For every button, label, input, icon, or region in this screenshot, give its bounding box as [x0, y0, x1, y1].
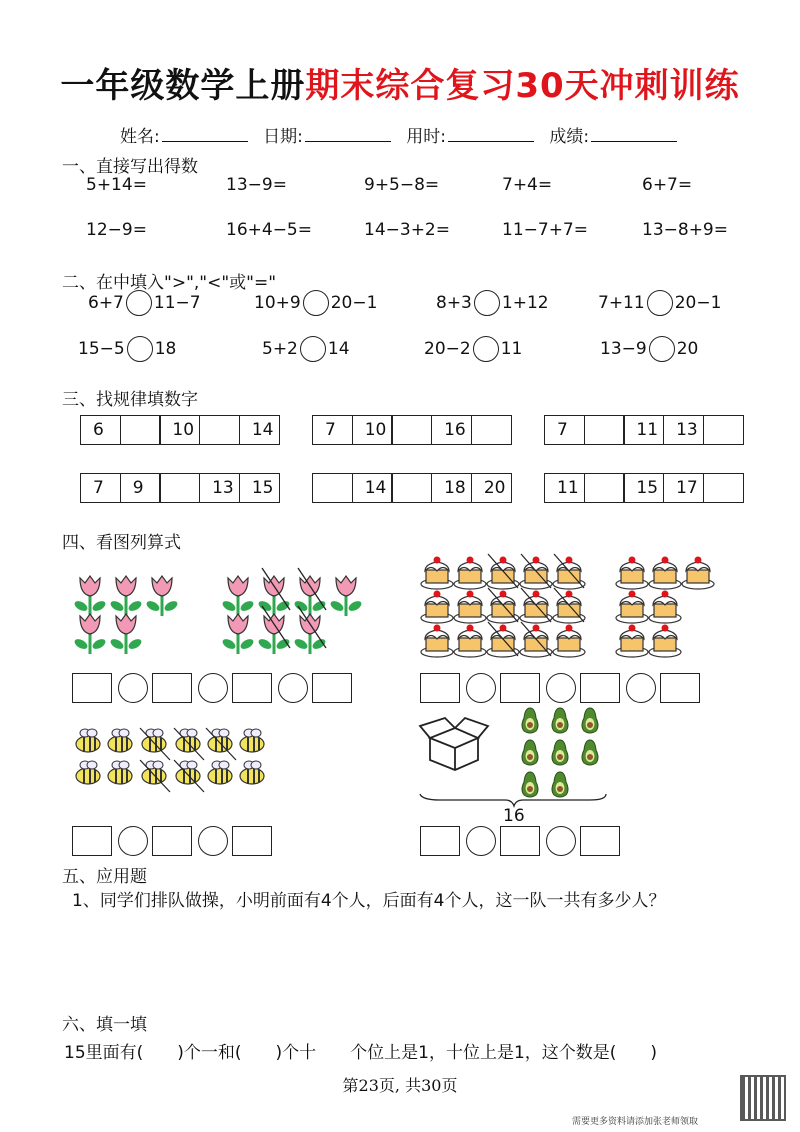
compare-item [436, 290, 549, 316]
answer-box[interactable] [312, 673, 352, 703]
answer-box[interactable] [660, 673, 700, 703]
operator-circle[interactable] [626, 673, 656, 703]
section2-heading: 二、在中填入">","<"或"=" [62, 273, 277, 293]
info-line [120, 122, 687, 147]
flower-icon [145, 576, 179, 616]
pattern-row [544, 415, 744, 445]
compare-right: 20−1 [674, 293, 722, 313]
total-label: 16 [503, 806, 525, 826]
pattern-cell: 15 [239, 473, 280, 503]
answer-box[interactable] [72, 673, 112, 703]
answer-box[interactable] [580, 673, 620, 703]
calc-item: 12−9= [86, 220, 147, 240]
time-label: 用时: [406, 127, 447, 147]
score-label: 成绩: [549, 127, 590, 147]
compare-left: 20−2 [424, 339, 471, 359]
operator-circle[interactable] [466, 673, 496, 703]
calc-item: 13−9= [226, 175, 287, 195]
compare-item [424, 336, 522, 362]
pattern-cell[interactable] [584, 473, 625, 503]
calc-item: 9+5−8= [364, 175, 440, 195]
flower-icon [257, 576, 291, 616]
compare-left: 15−5 [78, 339, 125, 359]
compare-circle[interactable] [303, 290, 329, 316]
calc-item: 13−8+9= [642, 220, 728, 240]
pattern-cell: 10 [352, 415, 393, 445]
cake-group-a [421, 554, 585, 657]
section3-heading: 三、找规律填数字 [62, 390, 198, 410]
pattern-cell[interactable] [391, 473, 432, 503]
compare-left: 6+7 [88, 293, 124, 313]
operator-circle[interactable] [546, 826, 576, 856]
pattern-row [544, 473, 744, 503]
compare-circle[interactable] [647, 290, 673, 316]
flower-icon [293, 614, 327, 654]
qr-code [740, 1075, 786, 1121]
date-blank[interactable] [305, 128, 391, 142]
pattern-cell[interactable] [703, 415, 744, 445]
pattern-cell[interactable] [584, 415, 625, 445]
compare-circle[interactable] [127, 336, 153, 362]
brace [420, 794, 606, 806]
section1-heading: 一、直接写出得数 [62, 157, 198, 177]
pattern-cell[interactable] [159, 473, 200, 503]
pattern-cell: 6 [80, 415, 121, 445]
compare-item [598, 290, 721, 316]
pattern-row [80, 473, 280, 503]
operator-circle[interactable] [118, 673, 148, 703]
answer-row [72, 826, 274, 856]
answer-row [420, 826, 622, 856]
pattern-cell: 14 [239, 415, 280, 445]
operator-circle[interactable] [278, 673, 308, 703]
pattern-cell: 18 [431, 473, 472, 503]
operator-circle[interactable] [466, 826, 496, 856]
compare-item [262, 336, 350, 362]
pattern-cell[interactable] [703, 473, 744, 503]
answer-row [72, 673, 354, 703]
compare-right: 14 [327, 339, 350, 359]
compare-right: 20 [676, 339, 699, 359]
flower-icon [221, 614, 255, 654]
cake-group-b [616, 557, 714, 658]
date-label: 日期: [263, 127, 303, 147]
pattern-cell: 7 [544, 415, 585, 445]
pattern-cell[interactable] [312, 473, 353, 503]
pattern-cell[interactable] [120, 415, 161, 445]
picture-problems [0, 548, 800, 866]
compare-item [88, 290, 201, 316]
pattern-cell[interactable] [471, 415, 512, 445]
answer-box[interactable] [420, 826, 460, 856]
calc-item: 11−7+7= [502, 220, 588, 240]
page-title [0, 58, 800, 107]
pattern-row [312, 473, 512, 503]
answer-box[interactable] [500, 826, 540, 856]
pattern-cell: 9 [120, 473, 161, 503]
operator-circle[interactable] [198, 673, 228, 703]
answer-box[interactable] [232, 826, 272, 856]
calc-item: 5+14= [86, 175, 147, 195]
pattern-cell: 14 [352, 473, 393, 503]
section5-heading: 五、应用题 [62, 867, 147, 887]
compare-circle[interactable] [649, 336, 675, 362]
answer-box[interactable] [500, 673, 540, 703]
answer-row [420, 673, 702, 703]
name-blank[interactable] [162, 128, 248, 142]
compare-left: 7+11 [598, 293, 645, 313]
flower-icon [109, 614, 143, 654]
compare-circle[interactable] [473, 336, 499, 362]
title-black: 一年级数学上册 [60, 66, 306, 106]
title-red: 期末综合复习30天冲刺训练 [305, 66, 740, 106]
page-number: 第23页, 共30页 [342, 1076, 458, 1095]
compare-right: 11−7 [153, 293, 201, 313]
compare-left: 5+2 [262, 339, 298, 359]
flower-icon [293, 576, 327, 616]
answer-box[interactable] [152, 826, 192, 856]
compare-circle[interactable] [126, 290, 152, 316]
compare-left: 13−9 [600, 339, 647, 359]
fill-in-1: 15里面有( )个一和( )个十 个位上是1，十位上是1，这个数是( ) [64, 1043, 658, 1063]
pattern-cell: 16 [431, 415, 472, 445]
operator-circle[interactable] [546, 673, 576, 703]
pattern-row [312, 415, 512, 445]
flower-icon [73, 576, 107, 616]
calc-item: 7+4= [502, 175, 553, 195]
compare-item [78, 336, 176, 362]
flower-icon [329, 576, 363, 616]
pattern-row [80, 415, 280, 445]
pattern-cell: 11 [623, 415, 664, 445]
compare-left: 10+9 [254, 293, 301, 313]
compare-item [600, 336, 698, 362]
compare-right: 18 [154, 339, 177, 359]
answer-box[interactable] [232, 673, 272, 703]
pattern-cell: 17 [663, 473, 704, 503]
pattern-cell[interactable] [199, 415, 240, 445]
section4-heading: 四、看图列算式 [62, 533, 181, 553]
compare-circle[interactable] [474, 290, 500, 316]
compare-circle[interactable] [300, 336, 326, 362]
box-icon [420, 718, 488, 770]
pattern-cell: 11 [544, 473, 585, 503]
avocado-group [522, 708, 598, 797]
score-blank[interactable] [591, 128, 677, 142]
operator-circle[interactable] [118, 826, 148, 856]
compare-right: 11 [500, 339, 523, 359]
compare-right: 1+12 [501, 293, 549, 313]
flower-icon [109, 576, 143, 616]
answer-box[interactable] [152, 673, 192, 703]
calc-item: 6+7= [642, 175, 693, 195]
qr-note: 需要更多资料请添加张老师领取 [572, 1117, 699, 1127]
pattern-cell: 13 [199, 473, 240, 503]
bee-group [76, 728, 264, 792]
name-label: 姓名: [120, 127, 160, 147]
pattern-cell: 20 [471, 473, 512, 503]
answer-box[interactable] [580, 826, 620, 856]
pattern-cell: 7 [312, 415, 353, 445]
time-blank[interactable] [448, 128, 534, 142]
answer-box[interactable] [72, 826, 112, 856]
pattern-cell: 13 [663, 415, 704, 445]
pattern-cell: 15 [623, 473, 664, 503]
operator-circle[interactable] [198, 826, 228, 856]
calc-item: 16+4−5= [226, 220, 312, 240]
compare-left: 8+3 [436, 293, 472, 313]
flower-icon [257, 614, 291, 654]
compare-right: 20−1 [330, 293, 378, 313]
pattern-cell[interactable] [391, 415, 432, 445]
calc-item: 14−3+2= [364, 220, 450, 240]
pattern-cell: 7 [80, 473, 121, 503]
flower-icon [73, 614, 107, 654]
answer-box[interactable] [420, 673, 460, 703]
pattern-cell: 10 [159, 415, 200, 445]
section6-heading: 六、填一填 [62, 1015, 147, 1035]
compare-item [254, 290, 377, 316]
flower-icon [221, 576, 255, 616]
word-problem-1: 1、同学们排队做操，小明前面有4个人，后面有4个人，这一队一共有多少人？ [72, 891, 666, 911]
